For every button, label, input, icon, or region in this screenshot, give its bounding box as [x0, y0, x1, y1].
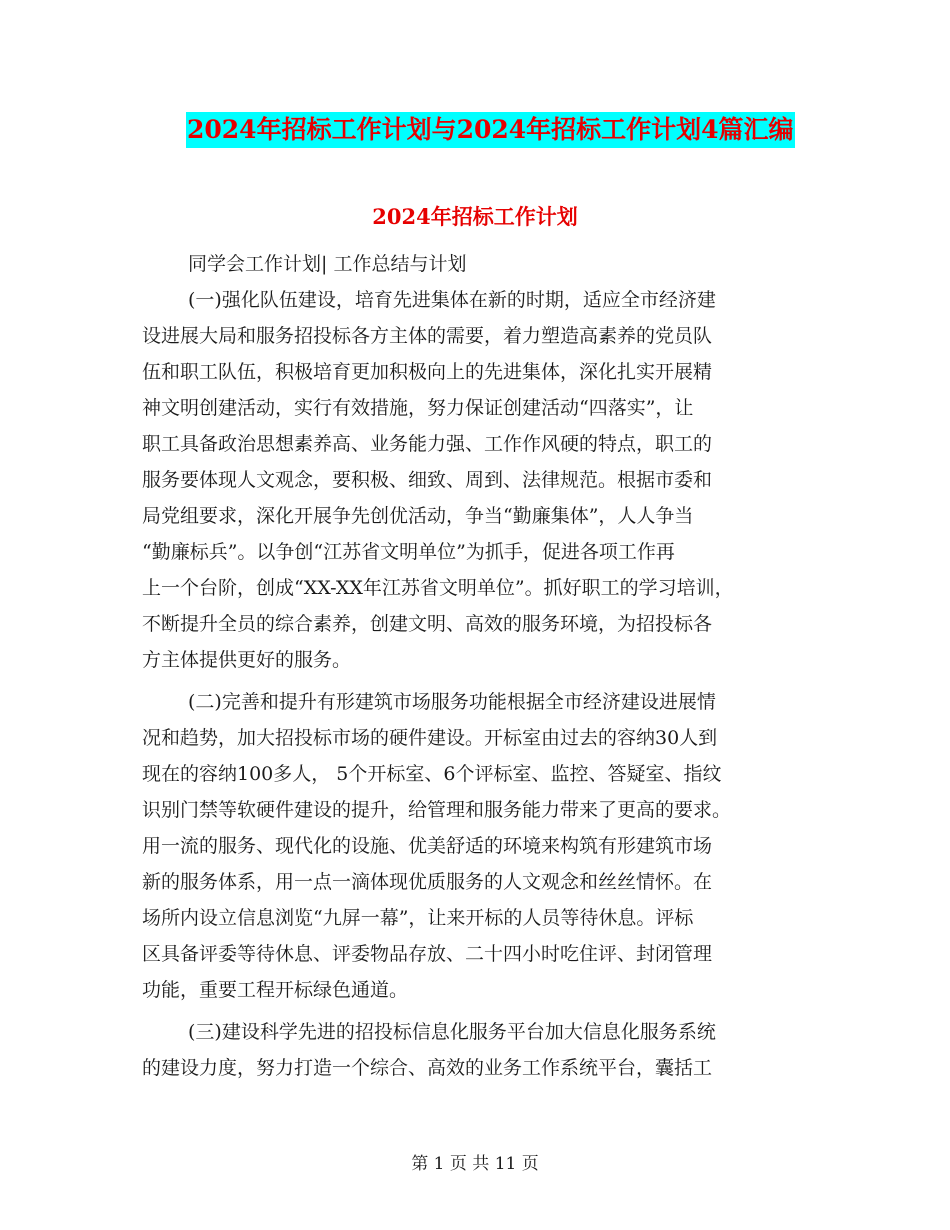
paragraph-2: [142, 684, 822, 1008]
text-line: (一)强化队伍建设，培育先进集体在新的时期，适应全市经济建: [188, 289, 716, 311]
text-line: 用一流的服务、现代化的设施、优美舒适的环境来构筑有形建筑市场: [142, 835, 713, 857]
text-line: 伍和职工队伍，积极培育更加积极向上的先进集体，深化扎实开展精: [142, 361, 713, 383]
text-line: 识别门禁等软硬件建设的提升，给管理和服务能力带来了更高的要求。: [142, 799, 732, 821]
text-line: 服务要体现人文观念，要积极、细致、周到、法律规范。根据市委和: [142, 469, 713, 491]
text-line: 职工具备政治思想素养高、业务能力强、工作作风硬的特点，职工的: [142, 433, 713, 455]
text-line: 功能，重要工程开标绿色通道。: [142, 979, 409, 1001]
text-line: 不断提升全员的综合素养，创建文明、高效的服务环境，为招投标各: [142, 613, 713, 635]
text-line: (二)完善和提升有形建筑市场服务功能根据全市经济建设进展情: [188, 691, 716, 713]
text-line: 况和趋势，加大招投标市场的硬件建设。开标室由过去的容纳30人到: [142, 727, 718, 749]
text-line: (三)建设科学先进的招投标信息化服务平台加大信息化服务系统: [188, 1021, 716, 1043]
text-line: 设进展大局和服务招投标各方主体的需要，着力塑造高素养的党员队: [142, 325, 713, 347]
section-title: 2024年招标工作计划: [372, 204, 578, 229]
text-line: 方主体提供更好的服务。: [142, 649, 352, 671]
text-line: “勤廉标兵”。以争创“江苏省文明单位”为抓手，促进各项工作再: [142, 541, 675, 563]
text-line: 区具备评委等待休息、评委物品存放、二十四小时吃住评、封闭管理: [142, 943, 713, 965]
text-line: 场所内设立信息浏览“九屏一幕”，让来开标的人员等待休息。评标: [142, 907, 694, 929]
document-title: 2024年招标工作计划与2024年招标工作计划4篇汇编: [186, 112, 795, 148]
text-line: 新的服务体系，用一点一滴体现优质服务的人文观念和丝丝情怀。在: [142, 871, 713, 893]
page-footer: 第 1 页 共 11 页: [411, 1154, 539, 1174]
text-line: 的建设力度，努力打造一个综合、高效的业务工作系统平台，囊括工: [142, 1057, 713, 1079]
document-body: [142, 246, 822, 1086]
intro-line: 同学会工作计划| 工作总结与计划: [188, 253, 467, 275]
paragraph-1: [142, 282, 822, 678]
paragraph-3: [142, 1014, 822, 1086]
text-line: 上一个台阶，创成“XX-XX年江苏省文明单位”。抓好职工的学习培训，: [142, 577, 734, 599]
text-line: 神文明创建活动，实行有效措施，努力保证创建活动“四落实”，让: [142, 397, 694, 419]
text-line: 现在的容纳100多人， 5个开标室、6个评标室、监控、答疑室、指纹: [142, 763, 722, 785]
text-line: 局党组要求，深化开展争先创优活动，争当“勤廉集体”，人人争当: [142, 505, 694, 527]
